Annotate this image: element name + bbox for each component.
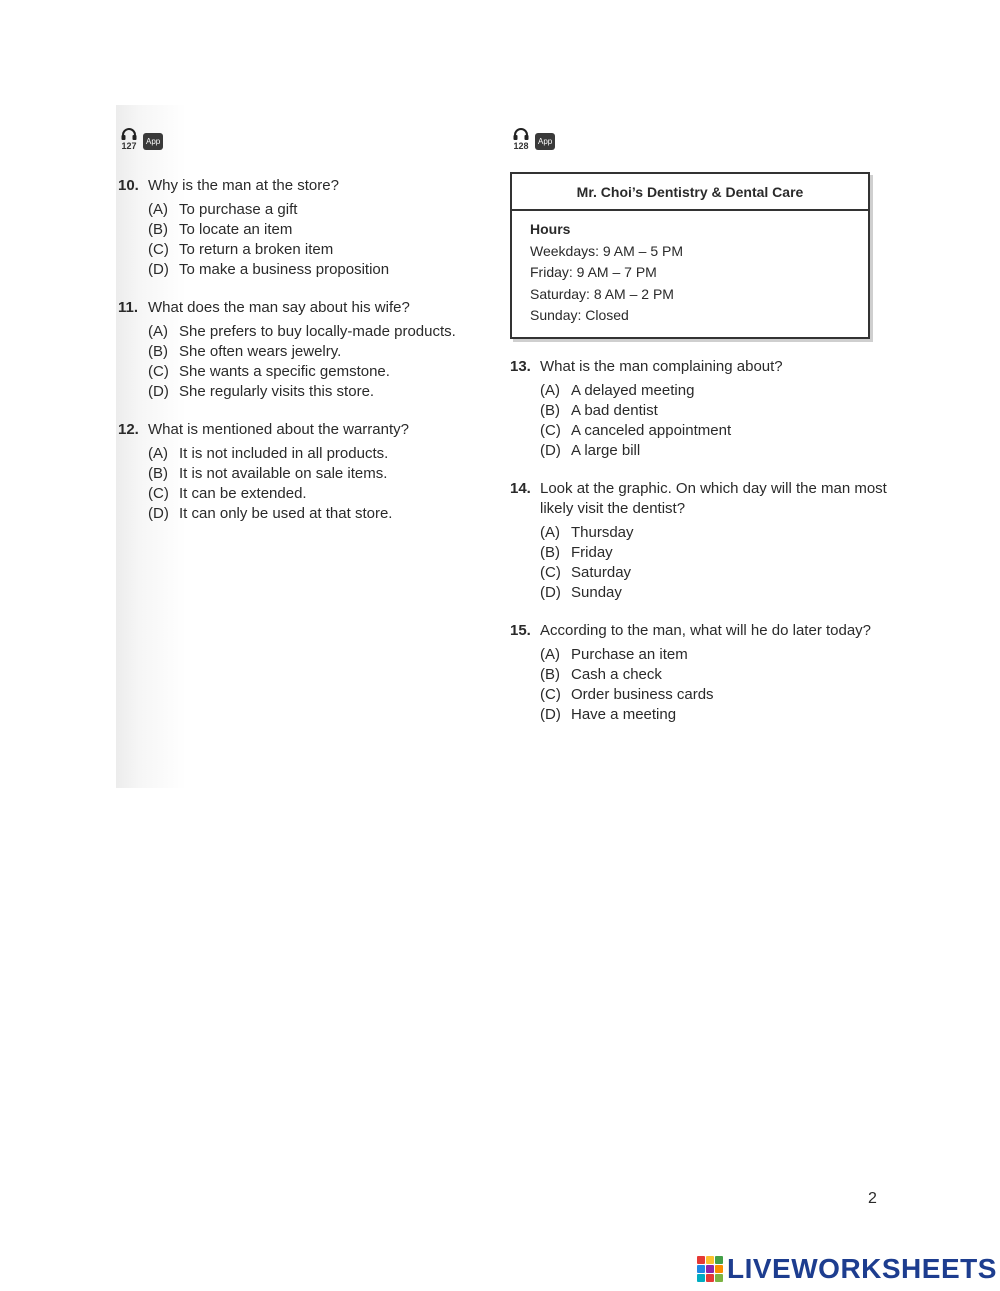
logo-tile [697,1274,705,1282]
option-c[interactable] [540,563,890,583]
audio-track-number: 128 [513,141,529,151]
option-text: Cash a check [571,665,662,683]
option-letter: (B) [540,665,560,683]
option-letter: (D) [148,383,169,400]
audio-track-number: 127 [121,141,137,151]
question-10 [118,176,498,280]
option-letter: (D) [540,705,561,723]
option-letter: (C) [540,563,561,581]
option-letter: (B) [148,465,168,482]
app-badge[interactable]: App [143,133,163,150]
headphones-icon [121,128,137,140]
schedule-line: Saturday: 8 AM – 2 PM [530,285,674,302]
schedule-body [512,211,868,337]
question-text: Look at the graphic. On which day will the man most likely visit the dentist? [540,479,887,517]
option-text: It can only be used at that store. [179,505,393,522]
question-text: What is mentioned about the warranty? [148,421,409,438]
option-text: To make a business proposition [179,261,390,278]
option-text: Have a meeting [571,705,677,723]
option-text: Order business cards [571,685,714,703]
option-letter: (C) [540,421,561,439]
option-letter: (D) [540,441,561,459]
option-letter: (C) [148,485,169,502]
option-text: It is not available on sale items. [179,465,388,482]
question-text: According to the man, what will he do later today? [540,621,872,639]
question-text: Why is the man at the store? [148,177,339,194]
option-b[interactable] [148,220,498,240]
option-a[interactable] [540,381,890,401]
question-number: 14. [510,479,531,497]
option-a[interactable] [540,645,890,665]
option-text: She regularly visits this store. [179,383,375,400]
option-c[interactable] [148,362,498,382]
option-d[interactable] [148,260,498,280]
option-text: Purchase an item [571,645,688,663]
option-text: A canceled appointment [571,421,732,439]
option-d[interactable] [540,705,890,725]
option-b[interactable] [540,401,890,421]
option-b[interactable] [540,543,890,563]
logo-tile [697,1265,705,1273]
schedule-line: Friday: 9 AM – 7 PM [530,264,657,280]
option-d[interactable] [540,583,890,603]
logo-tile [706,1256,714,1264]
option-letter: (C) [540,685,561,703]
page-number: 2 [868,1190,877,1207]
schedule-hours-label: Hours [530,221,571,237]
option-text: Friday [571,543,613,561]
option-d[interactable] [148,504,498,524]
option-a[interactable] [148,322,498,342]
logo-tile [697,1256,705,1264]
option-text: It can be extended. [179,485,307,502]
option-text: Sunday [571,583,622,601]
option-d[interactable] [148,382,498,402]
option-letter: (D) [148,505,169,522]
right-column [510,128,890,725]
option-a[interactable] [148,200,498,220]
option-text: To locate an item [179,221,293,238]
option-letter: (C) [148,363,169,380]
option-c[interactable] [148,240,498,260]
option-letter: (A) [540,645,560,663]
option-text: A large bill [571,441,641,459]
option-letter: (B) [148,221,168,238]
headphones-icon [513,128,529,140]
logo-tile [715,1265,723,1273]
option-a[interactable] [148,444,498,464]
logo-tile [715,1256,723,1264]
option-letter: (A) [148,323,168,340]
option-letter: (B) [540,543,560,561]
question-15 [510,621,890,725]
logo-tile [715,1274,723,1282]
dentist-hours-graphic [510,172,870,339]
option-letter: (C) [148,241,169,258]
schedule-title: Mr. Choi’s Dentistry & Dental Care [512,174,868,211]
option-c[interactable] [540,421,890,441]
question-13 [510,357,890,461]
question-number: 11. [118,299,139,316]
logo-grid-icon [697,1256,723,1282]
question-number: 15. [510,621,531,639]
schedule-line: Weekdays: 9 AM – 5 PM [530,242,684,259]
option-c[interactable] [540,685,890,705]
option-b[interactable] [148,464,498,484]
option-a[interactable] [540,523,890,543]
option-c[interactable] [148,484,498,504]
schedule-line: Sunday: Closed [530,307,629,323]
audio-track-128[interactable] [510,128,890,158]
question-12 [118,420,498,524]
option-letter: (B) [540,401,560,419]
option-text: She wants a specific gemstone. [179,363,390,380]
question-number: 13. [510,357,531,375]
audio-track-127[interactable] [118,128,498,158]
option-letter: (A) [540,381,560,399]
question-number: 10. [118,177,139,194]
option-text: It is not included in all products. [179,445,389,462]
question-14 [510,479,890,603]
liveworksheets-logo[interactable] [697,1254,997,1284]
question-11 [118,298,498,402]
question-text: What does the man say about his wife? [148,299,410,316]
option-d[interactable] [540,441,890,461]
app-badge[interactable]: App [535,133,555,150]
question-text: What is the man complaining about? [540,357,783,375]
left-column [118,128,498,524]
option-letter: (D) [148,261,169,278]
option-letter: (A) [148,201,168,218]
option-b[interactable] [540,665,890,685]
option-text: Saturday [571,563,632,581]
option-text: To purchase a gift [179,201,298,218]
option-letter: (A) [148,445,168,462]
option-text: To return a broken item [179,241,334,258]
option-text: Thursday [571,523,634,541]
option-text: A delayed meeting [571,381,695,399]
option-text: She often wears jewelry. [179,343,342,360]
question-number: 12. [118,421,139,438]
option-text: A bad dentist [571,401,658,419]
logo-tile [706,1265,714,1273]
brand-name: LIVEWORKSHEETS [727,1253,997,1284]
option-letter: (B) [148,343,168,360]
logo-tile [706,1274,714,1282]
option-letter: (A) [540,523,560,541]
option-letter: (D) [540,583,561,601]
option-b[interactable] [148,342,498,362]
option-text: She prefers to buy locally-made products. [179,323,456,340]
